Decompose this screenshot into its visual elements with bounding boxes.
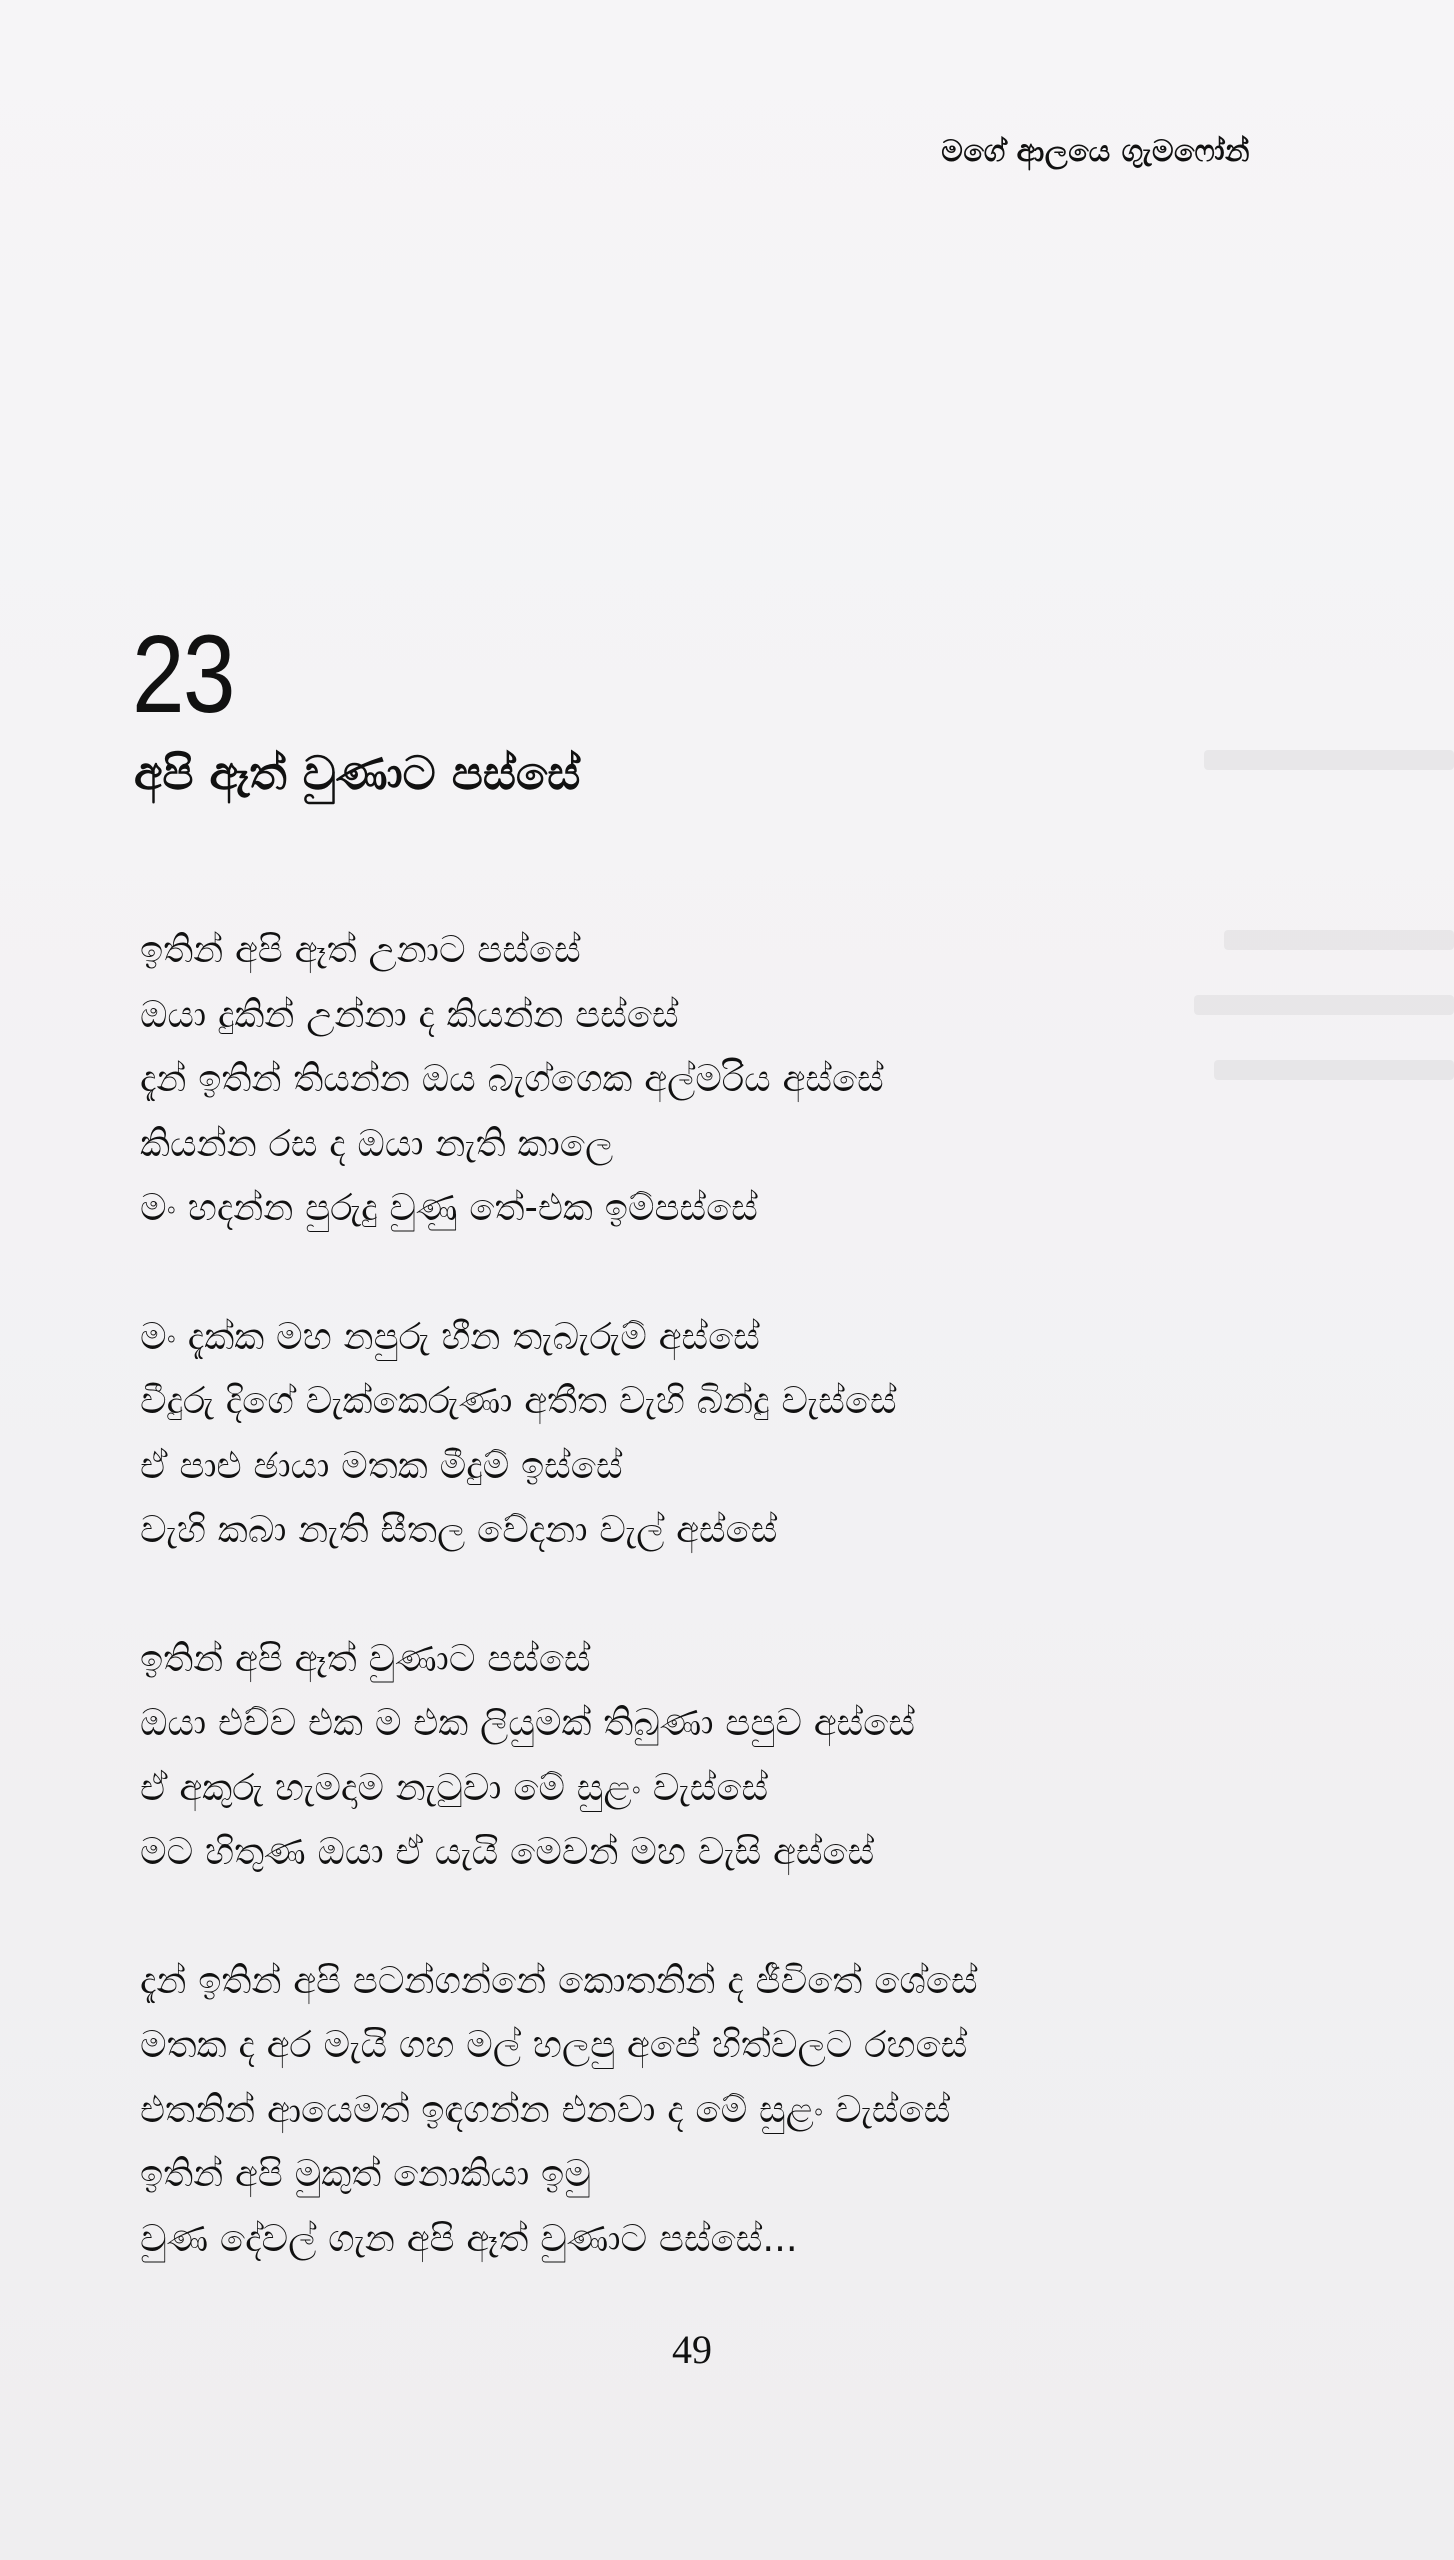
poem-line: කියන්න රස ද ඔයා නැති කාලෙ (140, 1121, 614, 1165)
poem-line: ඔයා එව්ව එක ම එක ලියුමක් තිබුණා පපුව අස්සේ (140, 1701, 915, 1744)
running-head: මගේ ආලයෙ ගුැමෆෝන් (941, 134, 1250, 169)
stanza-2 (140, 1305, 1340, 1563)
poem-line: එතනින් ආයෙමත් ඉඳගන්න එනවා ද මේ සුළං වැස්සේ (140, 2087, 951, 2131)
poem-line: වීදුරු දිගේ වැක්කෙරුණා අතීත වැහි බින්දු වැස්සේ (140, 1379, 897, 1422)
page-number: 49 (672, 2327, 712, 2372)
poem-line: ඒ අකුරු හැමදාම නැටුවා මේ සුළං වැස්සේ (140, 1765, 769, 1809)
poem-title: අපි ඈත් වුණාට පස්සේ (134, 746, 581, 800)
show-through-line (1204, 750, 1454, 770)
poem-line: දැන් ඉතින් තියන්න ඔය බැග්ගෙක අල්මරිය අස්සේ (140, 1057, 884, 1100)
poem-line: ඉතින් අපි ඈත් උනාට පස්සේ (140, 928, 581, 971)
poem-number: 23 (132, 613, 234, 736)
stanza-3 (140, 1627, 1340, 1885)
poem-line: මං හදන්න පුරුදු වුණු තේ-එක ඉම්පස්සේ (140, 1186, 758, 1229)
poem-line: මං දැක්ක මහ නපුරු හීන තැබැරුම් අස්සේ (140, 1314, 760, 1358)
poem-line: මතක ද අර මැයි ගහ මල් හලපු අපේ හිත්වලට රහසේ (140, 2023, 968, 2066)
stanza-1 (140, 918, 1340, 1241)
poem-line: ඉතින් අපි මුකුත් නොකියා ඉමු (140, 2152, 591, 2195)
poem-line: ඒ පාළු ඡායා මතක මීදුම් ඉස්සේ (140, 1443, 623, 1487)
poem-line: මට හිතුණ ඔයා ඒ යැයි මෙවන් මහ වැසි අස්සේ (140, 1830, 875, 1873)
poem-line: වුණ දේවල් ගැන අපි ඈත් වුණාට පස්සේ... (140, 2216, 798, 2260)
poem-line: දැන් ඉතින් අපි පටන්ගන්නේ කොතනින් ද ජීවිතේ ශේසේ (140, 1958, 978, 2002)
poem-line: ඉතින් අපි ඈත් වුණාට පස්සේ (140, 1636, 591, 1680)
poem-line: ඔයා දුකින් උන්නා ද කියන්න පස්සේ (140, 992, 679, 1036)
poem-body (140, 918, 1340, 2335)
stanza-4 (140, 1949, 1340, 2272)
poem-line: වැහි කබා නැති සීතල වේදනා වැල් අස්සේ (140, 1508, 778, 1551)
